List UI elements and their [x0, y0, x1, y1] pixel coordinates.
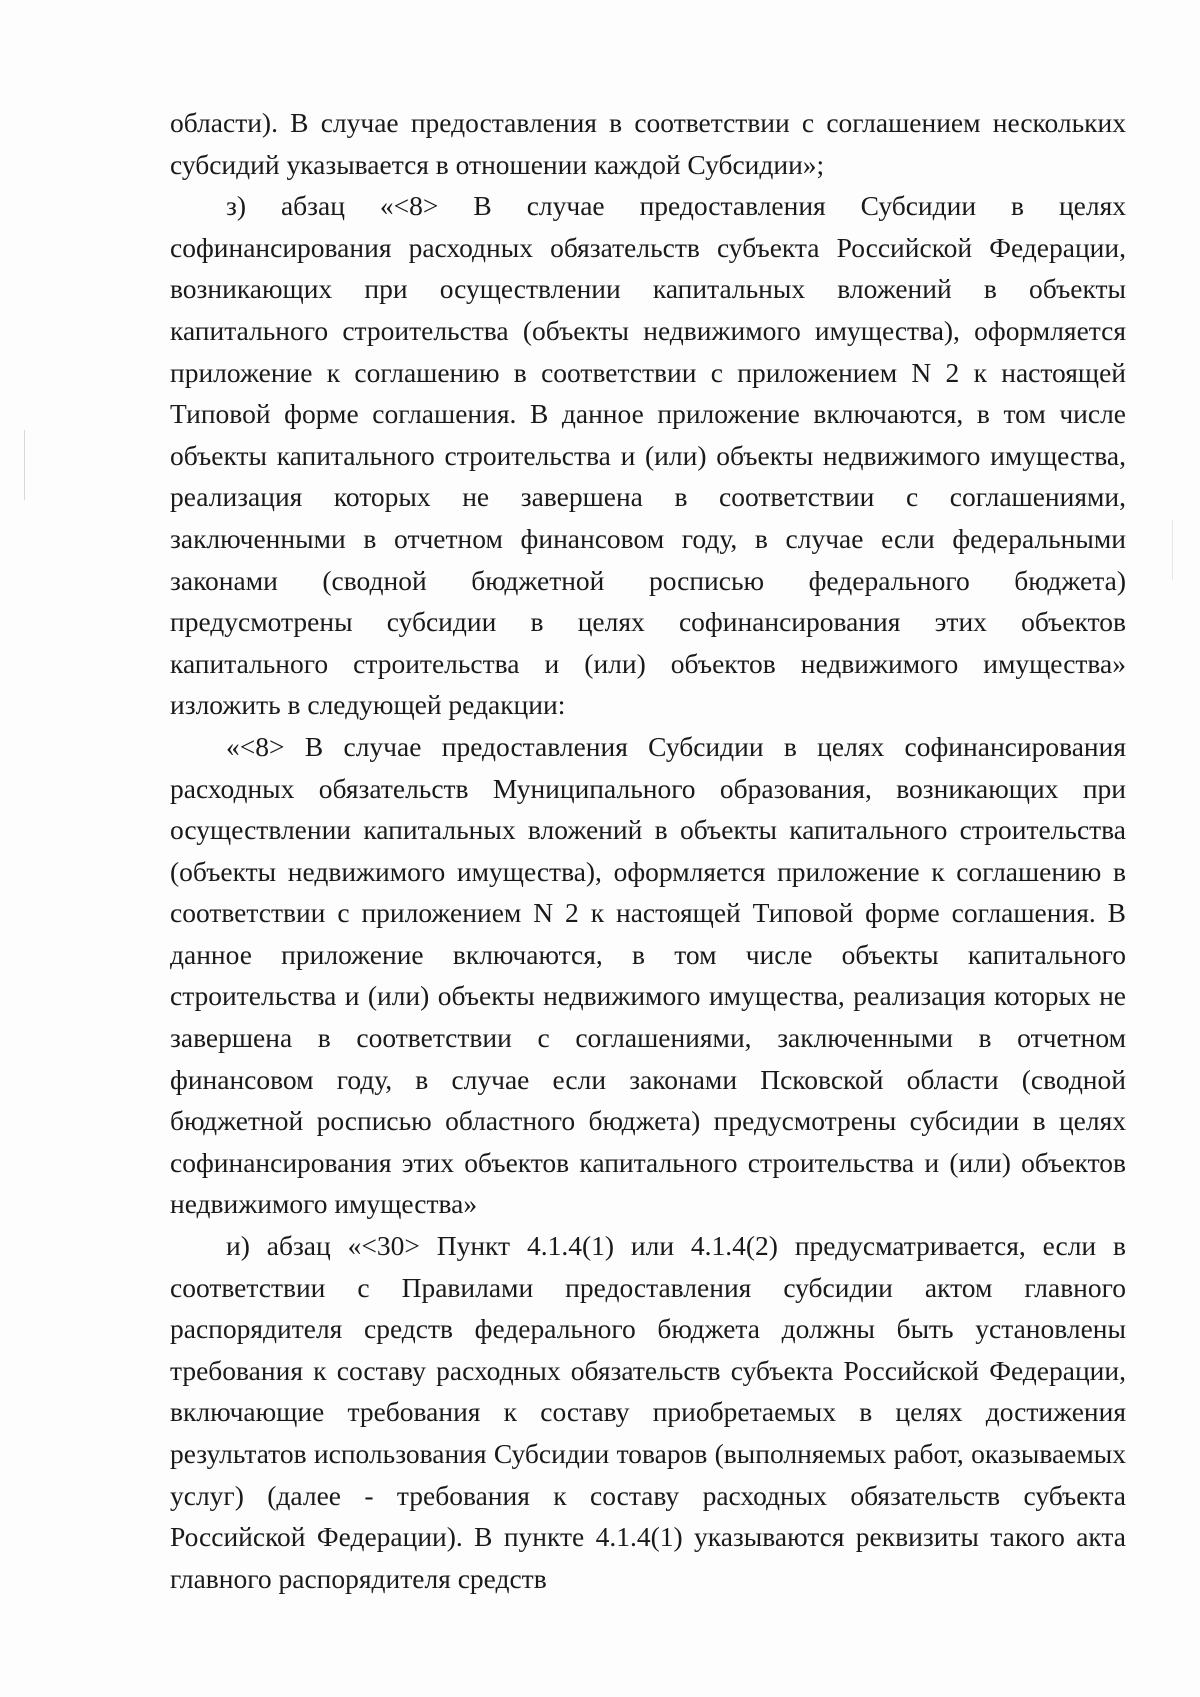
document-body [170, 102, 1126, 1599]
paragraph-item-i: и) абзац «<30> Пункт 4.1.4(1) или 4.1.4(2) предусматривается, если в соответствии с Правилами предоставления субсидии актом главного распорядителя средств федерального бюджета должны быть установлены требования к составу расходных обязательств субъекта Российской Федерации, включающие требования к составу приобретаемых в целях достижения результатов использования Субсидии товаров (выполняемых работ, оказываемых услуг) (далее - требования к составу расходных обязательств субъекта Российской Федерации). В пункте 4.1.4(1) указываются реквизиты такого акта главного распорядителя средств [170, 1230, 1126, 1594]
scan-edge-mark [1172, 520, 1173, 580]
paragraph-continuation: области). В случае предоставления в соответствии с соглашением нескольких субсидий указывается в отношении каждой Субсидии»; [170, 107, 1126, 180]
paragraph-item-z: з) абзац «<8> В случае предоставления Субсидии в целях софинансирования расходных обязательств субъекта Российской Федерации, возникающих при осуществлении капитальных вложений в объекты капитального строительства (объекты недвижимого имущества), оформляется приложение к соглашению в соответствии с приложением N 2 к настоящей Типовой форме соглашения. В данное приложение включаются, в том числе объекты капитального строительства и (или) объекты недвижимого имущества, реализация которых не завершена в соответствии с соглашениями, заключенными в отчетном финансовом году, в случае если федеральными законами (сводной бюджетной росписью федерального бюджета) предусмотрены субсидии в целях софинансирования этих объектов капитального строительства и (или) объектов недвижимого имущества» изложить в следующей редакции: [170, 190, 1126, 721]
paragraph-new-wording: «<8> В случае предоставления Субсидии в целях софинансирования расходных обязательств Муниципального образования, возникающих при осуществлении капитальных вложений в объекты капитального строительства (объекты недвижимого имущества), оформляется приложение к соглашению в соответствии с приложением N 2 к настоящей Типовой форме соглашения. В данное приложение включаются, в том числе объекты капитального строительства и (или) объекты недвижимого имущества, реализация которых не завершена в соответствии с соглашениями, заключенными в отчетном финансовом году, в случае если законами Псковской области (сводной бюджетной росписью областного бюджета) предусмотрены субсидии в целях софинансирования этих объектов капитального строительства и (или) объектов недвижимого имущества» [170, 730, 1126, 1220]
scan-edge-mark [24, 430, 25, 500]
